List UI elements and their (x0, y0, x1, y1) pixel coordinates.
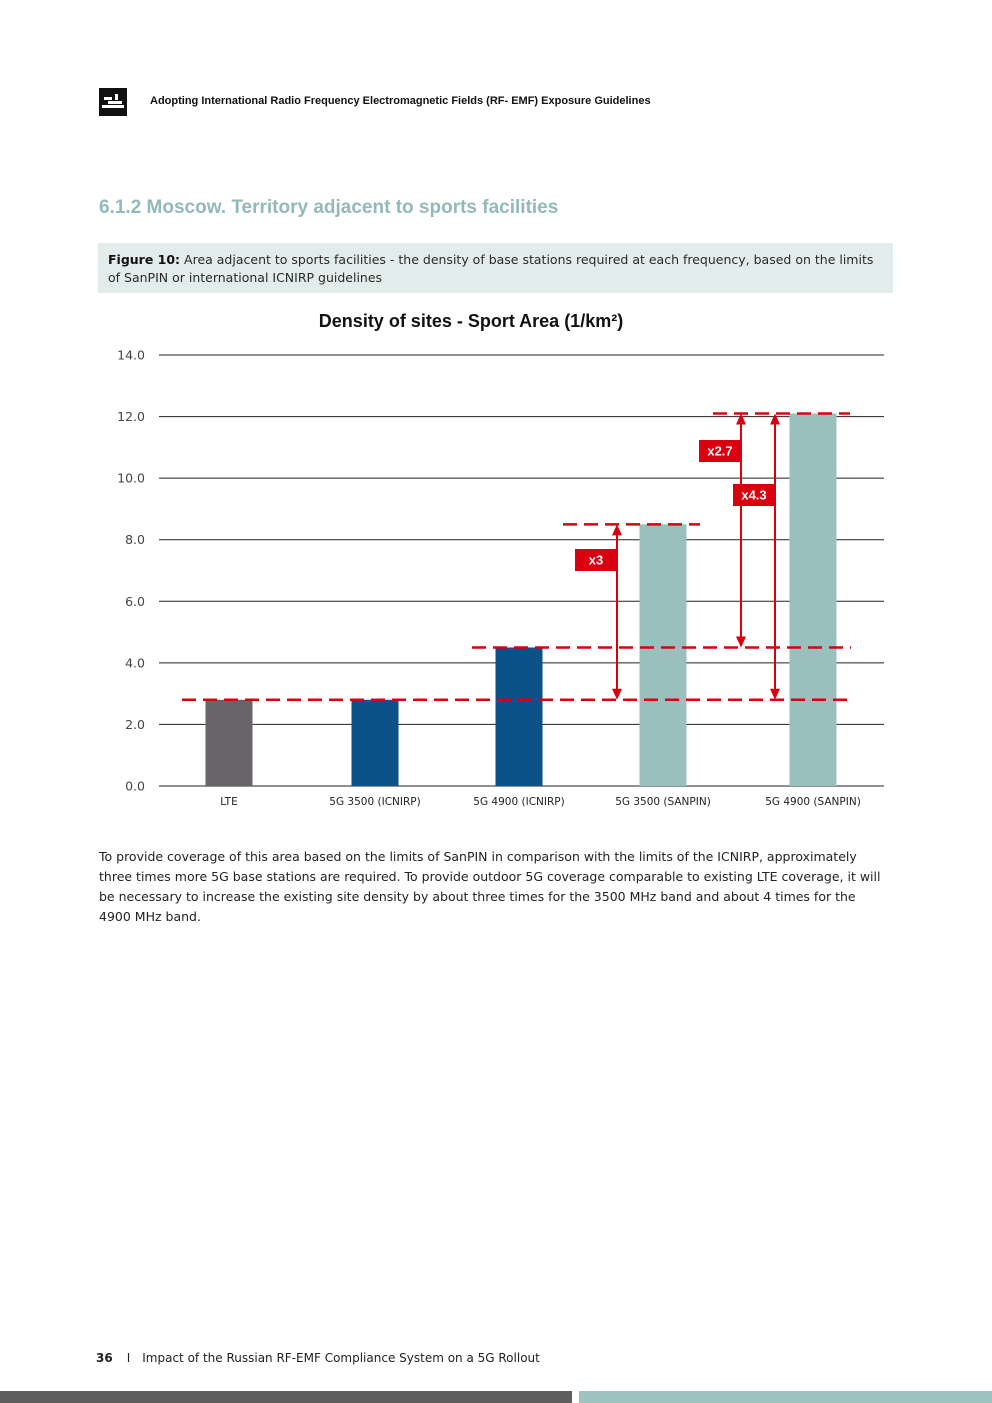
annotation-label-0: x3 (588, 552, 604, 568)
page-number: 36 (96, 1351, 113, 1365)
bar-4 (790, 413, 837, 786)
y-tick-label-7: 14.0 (117, 347, 145, 363)
header-title: Adopting International Radio Frequency Electromagnetic Fields (RF- EMF) Exposure Guidelines (150, 95, 651, 107)
footer (96, 1351, 540, 1365)
section-heading: 6.1.2 Moscow. Territory adjacent to sports facilities (99, 197, 559, 218)
arrow-head-down-2 (770, 689, 780, 700)
arrow-head-down-1 (736, 636, 746, 647)
footer-separator: I (126, 1351, 131, 1365)
y-tick-label-4: 8.0 (125, 532, 145, 548)
footer-bar-teal (579, 1391, 992, 1403)
bar-1 (352, 700, 399, 786)
y-tick-label-6: 12.0 (117, 409, 145, 425)
x-category-label-4: 5G 4900 (SANPIN) (765, 796, 861, 808)
bar-0 (206, 700, 253, 786)
arrow-head-up-0 (612, 524, 622, 535)
arrow-head-down-0 (612, 689, 622, 700)
y-tick-label-2: 4.0 (125, 655, 145, 671)
y-tick-label-5: 10.0 (117, 470, 145, 486)
x-category-label-0: LTE (220, 796, 238, 808)
annotation-label-1: x2.7 (707, 443, 733, 459)
bar-3 (640, 524, 687, 786)
chart-title: Density of sites - Sport Area (1/km²) (318, 311, 624, 331)
arrow-head-up-2 (770, 413, 780, 424)
y-tick-label-3: 6.0 (125, 593, 145, 609)
y-tick-label-1: 2.0 (125, 716, 145, 732)
y-tick-label-0: 0.0 (125, 778, 145, 794)
x-category-label-1: 5G 3500 (ICNIRP) (329, 796, 421, 808)
annotation-label-2: x4.3 (741, 487, 767, 503)
figure-label: Figure 10: (108, 252, 181, 267)
footer-bar-dark (0, 1391, 572, 1403)
footer-title: Impact of the Russian RF-EMF Compliance System on a 5G Rollout (142, 1351, 540, 1365)
bar-2 (496, 647, 543, 786)
figure-caption-text: Area adjacent to sports facilities - the density of base stations required at each frequency, based on the limits of SanPIN or international ICNIRP guidelines (108, 252, 874, 285)
body-paragraph: To provide coverage of this area based on the limits of SanPIN in comparison with the limits of the ICNIRP, approximately three times more 5G base stations are required. To provide outdoor 5G coverage comparable to existing LTE coverage, it will be necessary to increase the existing site density by about three times for the 3500 MHz band and about 4 times for the 4900 MHz band. (99, 849, 881, 924)
x-category-label-2: 5G 4900 (ICNIRP) (473, 796, 565, 808)
arrow-head-up-1 (736, 413, 746, 424)
x-category-label-3: 5G 3500 (SANPIN) (615, 796, 711, 808)
